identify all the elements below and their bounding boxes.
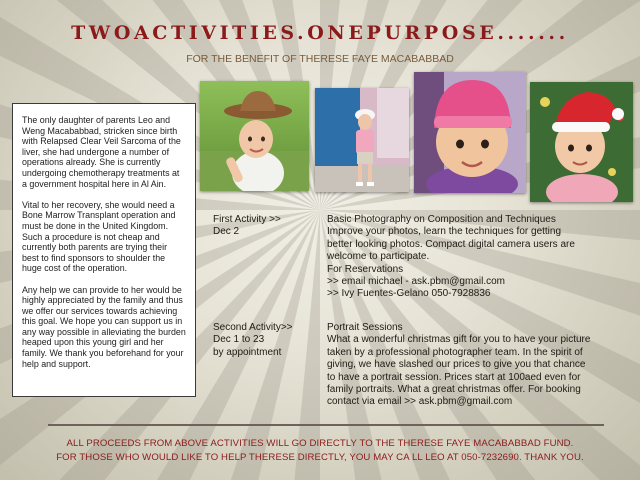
girl-standing-photo	[315, 88, 409, 192]
second-activity-date: Dec 1 to 23	[213, 334, 265, 346]
reservation-email: >> email michael - ask.pbm@gmail.com	[327, 276, 505, 288]
story-paragraph: Any help we can provide to her would be highly appreciated by the family and thus we offer our services towards achieving this goal. We hope you can support us in any way possible in alleviating the burden heaped upon this young girl and her family. We thank you beforehand for your help and support.	[22, 284, 186, 369]
flyer-subtitle: FOR THE BENEFIT OF THERESE FAYE MACABABBAD	[186, 53, 454, 65]
girl-cowboy-hat-photo	[200, 81, 309, 191]
footer-contact-line: FOR THOSE WHO WOULD LIKE TO HELP THERESE DIRECTLY, YOU MAY CA LL LEO AT 050-7232690. THANK YOU.	[56, 452, 584, 463]
second-activity-heading: Second Activity>>	[213, 322, 293, 333]
second-activity-label	[213, 322, 293, 359]
second-activity-line: to have a portrait session. Prices start at 100aed even for	[327, 371, 581, 383]
girl-pink-beanie-photo	[414, 72, 526, 193]
second-activity-line: family portraits. What a great christmas offer. For booking	[327, 384, 581, 396]
girl-santa-hat-image	[530, 82, 633, 202]
footer-proceeds-line: ALL PROCEEDS FROM ABOVE ACTIVITIES WILL GO DIRECTLY TO THE THERESE FAYE MACABABBAD FUND.	[66, 438, 574, 449]
second-activity-line: giving, we have slashed our prices to give you that chance	[327, 359, 586, 371]
story-box	[12, 103, 196, 397]
girl-standing-image	[315, 88, 409, 192]
girl-cowboy-hat-image	[200, 81, 309, 191]
booking-email: contact via email >> ask.pbm@gmail.com	[327, 396, 513, 408]
first-activity-heading: First Activity >>	[213, 214, 281, 225]
reservation-phone: >> Ivy Fuentes-Gelano 050-7928836	[327, 288, 491, 300]
second-activity-note: by appointment	[213, 346, 282, 358]
second-activity-title: Portrait Sessions	[327, 322, 403, 333]
reservations-heading: For Reservations	[327, 263, 404, 275]
story-paragraph: The only daughter of parents Leo and Weng Macababbad, stricken since birth with Relapsed Clear Veil Sarcoma of the liver, she had undergone a number of operations already. She is currently undergoing chemotherapy treatments at a government hospital here in Al Ain.	[22, 115, 181, 189]
flyer-title: TWOACTIVITIES.ONEPURPOSE.......	[71, 22, 569, 44]
first-activity-line: better looking photos. Compact digital camera users are	[327, 238, 575, 250]
girl-pink-beanie-image	[414, 72, 526, 193]
second-activity-description	[327, 322, 627, 409]
first-activity-description	[327, 214, 627, 301]
first-activity-line: welcome to participate.	[327, 251, 430, 263]
second-activity-line: What a wonderful christmas gift for you to have your picture	[327, 334, 591, 346]
first-activity-date: Dec 2	[213, 226, 240, 238]
second-activity-line: taken by a professional photographer team. In the spirit of	[327, 346, 583, 358]
first-activity-label	[213, 214, 281, 239]
first-activity-title: Basic Photography on Composition and Techniques	[327, 214, 556, 225]
footer-divider	[48, 424, 604, 426]
story-paragraph: Vital to her recovery, she would need a Bone Marrow Transplant operation and must be done in the United Kingdom. Such a procedure is not cheap and currently both parents are trying their best to find sponsors to shoulder the huge cost of the operation.	[22, 199, 176, 274]
first-activity-line: Improve your photos, learn the techniques for getting	[327, 226, 562, 238]
girl-santa-hat-photo	[530, 82, 633, 202]
